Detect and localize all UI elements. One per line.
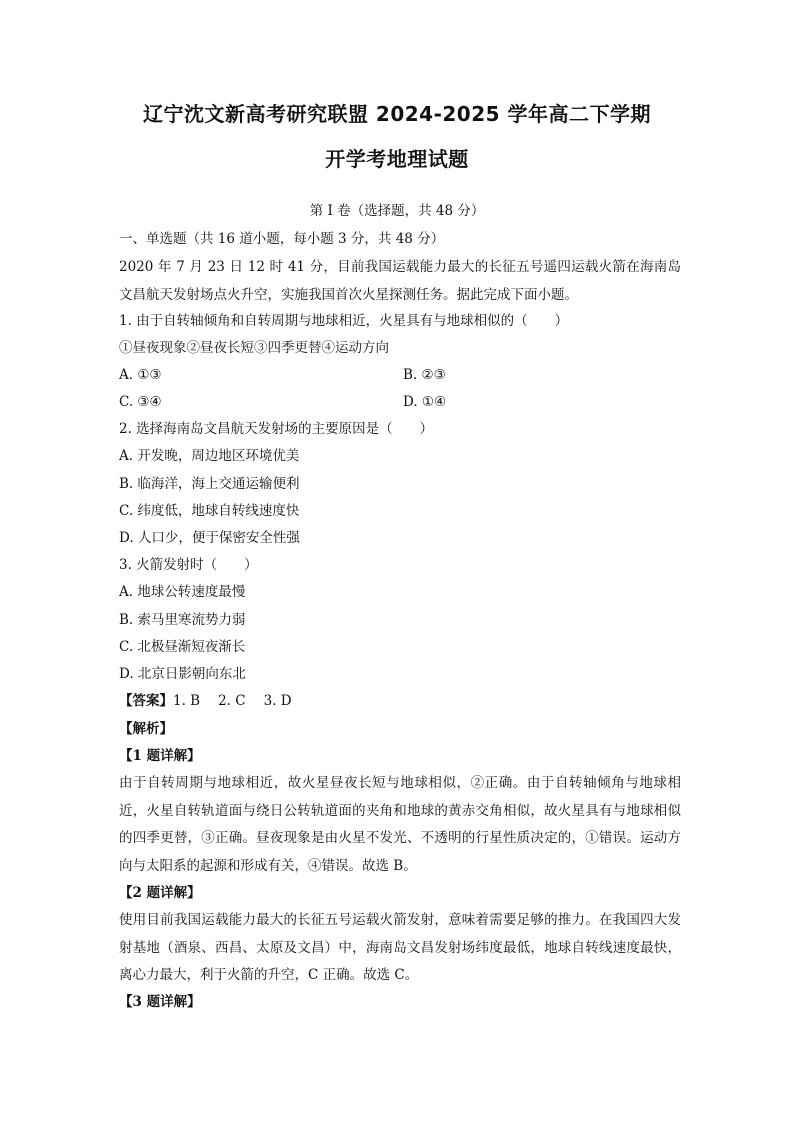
q1-option-b: B. ②③ — [403, 367, 446, 383]
q1-option-d: D. ①④ — [403, 394, 447, 410]
q2-option-d: D. 人口少，便于保密安全性强 — [119, 530, 300, 546]
answer-3: 3. D — [263, 693, 292, 709]
q1-stem: 1. 由于自转轴倾角和自转周期与地球相近，火星具有与地球相似的（ ） — [119, 313, 569, 329]
section-header: 第 I 卷（选择题，共 48 分） — [309, 203, 485, 219]
q2-option-c: C. 纬度低，地球自转线速度快 — [119, 503, 300, 519]
question-intro: 2020 年 7 月 23 日 12 时 41 分，目前我国运载能力最大的长征五号遥四运载火箭在海南岛文昌航天发射场点火升空，实施我国首次火星探测任务。据此完成下面小题。 — [119, 259, 681, 303]
q2-stem: 2. 选择海南岛文昌航天发射场的主要原因是（ ） — [119, 421, 434, 437]
document-title-line1: 辽宁沈文新高考研究联盟 2024-2025 学年高二下学期 — [142, 102, 652, 126]
answer-label: 【答案】 — [119, 693, 173, 709]
part-header: 一、单选题（共 16 道小题，每小题 3 分，共 48 分） — [119, 231, 445, 247]
document-title-line2: 开学考地理试题 — [325, 147, 469, 171]
detail2-text: 使用目前我国运载能力最大的长征五号运载火箭发射，意味着需要足够的推力。在我国四大发射基地（酒泉、西昌、太原及文昌）中，海南岛文昌发射场纬度最低，地球自转线速度最快，离心力最大，利于火箭的升空，C 正确。故选 C。 — [119, 912, 681, 983]
detail2-label: 【2 题详解】 — [119, 885, 201, 901]
q3-option-c: C. 北极昼渐短夜渐长 — [119, 639, 246, 655]
answer-2: 2. C — [218, 693, 246, 709]
q3-option-b: B. 索马里寒流势力弱 — [119, 612, 246, 628]
detail1-text: 由于自转周期与地球相近，故火星昼夜长短与地球相似，②正确。由于自转轴倾角与地球相近，火星自转轨道面与绕日公转轨道面的夹角和地球的黄赤交角相似，故火星具有与地球相似的四季更替，③正确。昼夜现象是由火星不发光、不透明的行星性质决定的，①错误。运动方向与太阳系的起源和形成有关，④错误。故选 B。 — [119, 775, 681, 874]
detail3-label: 【3 题详解】 — [119, 994, 201, 1010]
q1-option-a: A. ①③ — [119, 367, 162, 383]
answer-line — [119, 688, 679, 715]
q3-option-d: D. 北京日影朝向东北 — [119, 666, 246, 682]
q3-stem: 3. 火箭发射时（ ） — [119, 557, 258, 573]
q1-items: ①昼夜现象②昼夜长短③四季更替④运动方向 — [119, 340, 389, 356]
q1-option-c: C. ③④ — [119, 394, 162, 410]
detail1-label: 【1 题详解】 — [119, 748, 201, 764]
analysis-label: 【解析】 — [119, 721, 173, 737]
q3-option-a: A. 地球公转速度最慢 — [119, 584, 246, 600]
q2-option-a: A. 开发晚，周边地区环境优美 — [119, 448, 300, 464]
answer-1: 1. B — [173, 693, 201, 709]
q2-option-b: B. 临海洋，海上交通运输便利 — [119, 476, 300, 492]
